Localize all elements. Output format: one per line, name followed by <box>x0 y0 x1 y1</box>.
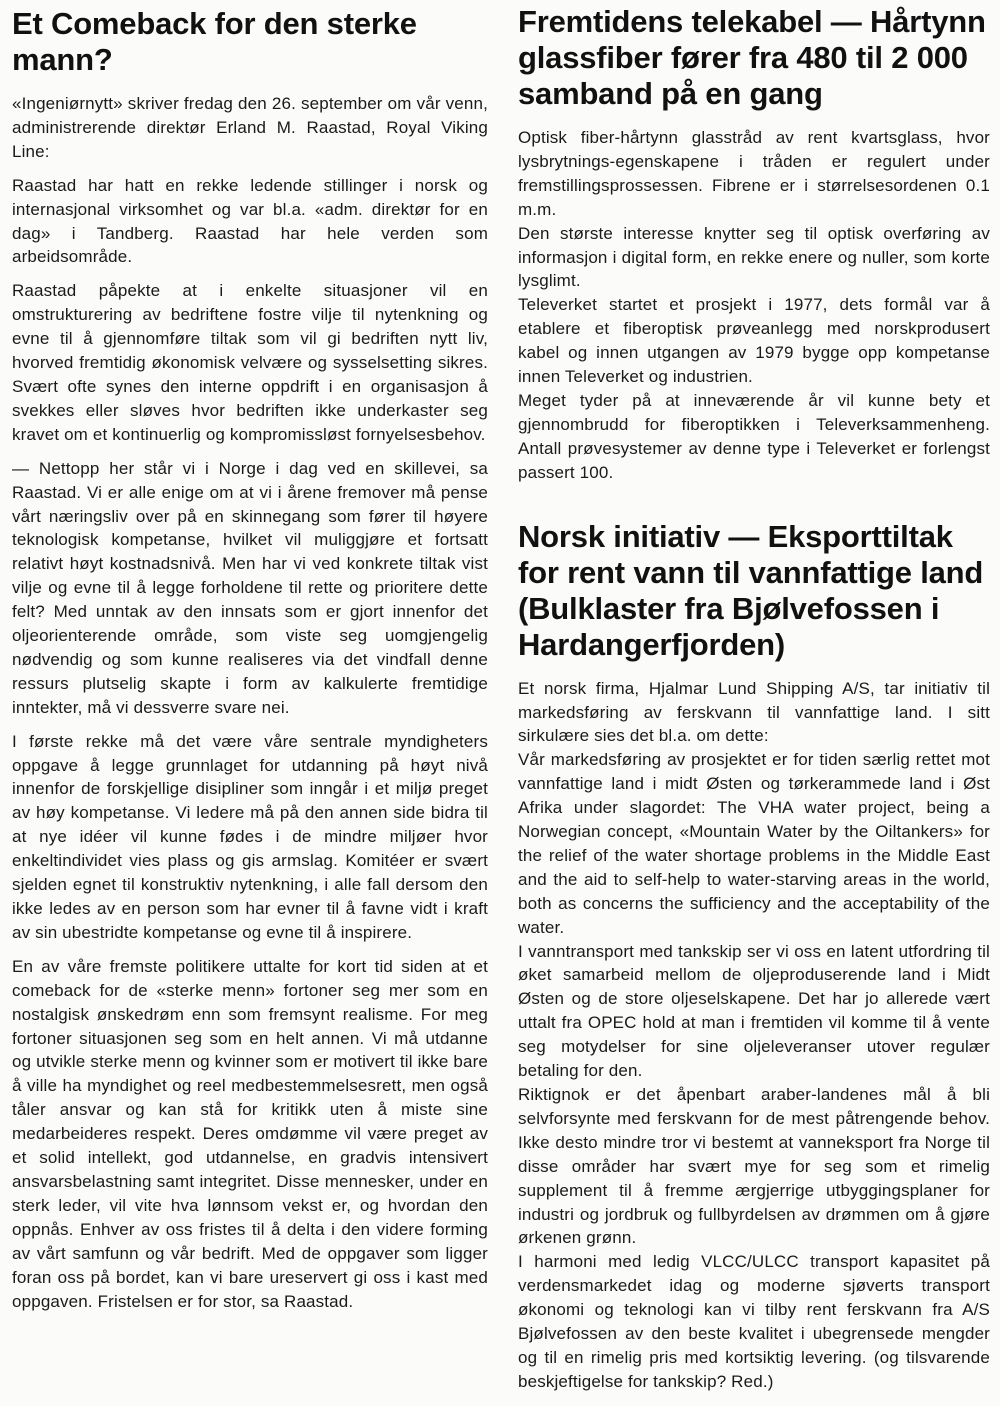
article-title-comeback: Et Comeback for den sterke mann? <box>12 6 417 77</box>
article-paragraph: I vanntransport med tankskip ser vi oss en latent utfordring til øket samarbeid mellom de oljeproduserende land i Midt Østen og de store oljeselskapene. Det har jo allerede vært uttalt fra OPEC hold at man i fremtiden vil komme til å vente seg motydelser for sine oljeleveranser utover regulær betaling for den. <box>518 941 990 1081</box>
article-paragraph: En av våre fremste politikere uttalte for kort tid siden at et comeback for de «sterke menn» fortoner seg mer som en nostalgisk ønskedrøm enn som fremsynt realisme. For meg fortoner situasjonen seg som en helt annen. Vi må utdanne og utvikle sterke menn og kvinner som er motivert til ikke bare å ville ha myndighet og reel medbestemmelsesrett, men også tåler ansvar og kan stå for kritikk uten å miste sine medarbeideres respekt. Deres omdømme vil være preget av et solid intellekt, god utdannelse, en gradvis intensivert ansvarsbelastning samt integritet. Disse mennesker, under en sterk leder, vil vite hva lønnsom vekst er, og hvordan den oppnås. Enhver av oss fristes til å delta i den videre forming av vårt samfunn og vår bedrift. Med de oppgaver som ligger foran oss på bordet, kan vi bare ureservert gi oss i kast med oppgaven. Fristelsen er for stor, sa Raastad. <box>12 956 488 1311</box>
article-title-telekabel: Fremtidens telekabel — Hårtynn glassfiber fører fra 480 til 2 000 samband på en gang <box>518 4 986 111</box>
article-paragraph: Optisk fiber-hårtynn glasstråd av rent kvartsglass, hvor lysbrytnings-egenskapene i tråden er regulert under fremstillingsprossessen. Fibrene er i størrelsesordenen 0.1 m.m. <box>518 128 990 219</box>
article-paragraph: — Nettopp her står vi i Norge i dag ved en skillevei, sa Raastad. Vi er alle enige om at vi i årene fremover må pense vårt næringsliv over på en skinnegang som fører til høyere teknologisk kompetanse, hvilket vil muliggjøre et fortsatt relativt høyt kostnadsnivå. Men har vi ved konkrete tiltak vist vilje og evne til å legge forholdene til rette og prioritere dette felt? Med unntak av den innsats som er gjort innenfor det oljeorienterende område, som viste seg uomgjengelig nødvendig og som kunne realiseres via det vindfall denne ressurs plutselig skapte i form av kalkulerte fremtidige inntekter, må vi dessverre svare nei. <box>12 458 488 717</box>
article-paragraph: I første rekke må det være våre sentrale myndigheters oppgave å legge grunnlaget for utdanning på høyt nivå innenfor de forskjellige disipliner som inngår i et miljø preget av høy kompetanse. Vi ledere må på den annen side bidra til at nye idéer vil kunne fødes i de mindre miljøer hvor enkeltindividet vies plass og gis armslag. Komitéer er svært sjelden egnet til konstruktiv nytenkning, i alle fall dersom den ikke ledes av en person som har evner til å favne vidt i kraft av sin ubestridte kompetanse og evne til å inspirere. <box>12 731 488 942</box>
article-paragraph: Den største interesse knytter seg til optisk overføring av informasjon i digital form, en rekke enere og nuller, som korte lysglimt. <box>518 223 990 291</box>
article-paragraph: Televerket startet et prosjekt i 1977, dets formål var å etablere et fiberoptisk prøveanlegg med norskprodusert kabel og innen utgangen av 1979 bygge opp kompetanse innen Televerket og industrien. <box>518 295 990 387</box>
article-paragraph: Raastad påpekte at i enkelte situasjoner vil en omstrukturering av bedriftene fostre vilje til nytenkning og evne til å gjennomføre tiltak som vil gi bedriften nytt liv, hvorved fremtidig økonomisk velvære og sysselsetting sikres. Svært ofte synes den interne oppdrift i en organisasjon å svekkes eller sløves hvor bedriften ikke underkaster seg kravet om et kontinuerlig og kompromissløst fornyelsesbehov. <box>12 281 488 444</box>
article-paragraph: Et norsk firma, Hjalmar Lund Shipping A/S, tar initiativ til markedsføring av ferskvann til vannfattige land. I sitt sirkulære sies det bl.a. om dette: <box>518 678 990 746</box>
article-title-norsk-initiativ: Norsk initiativ — Eksporttiltak for rent vann til vannfattige land (Bulklaster fra Bjølvefossen i Hardangerfjorden) <box>518 518 984 662</box>
article-paragraph: Meget tyder på at inneværende år vil kunne bety et gjennombrudd for fiberoptikken i Televerksammenheng. Antall prøvesystemer av denne type i Televerket er forlengst passert 100. <box>518 390 990 482</box>
article-intro: «Ingeniørnytt» skriver fredag den 26. september om vår venn, administrerende direktør Erland M. Raastad, Royal Viking Line: <box>12 94 488 161</box>
article-paragraph: Vår markedsføring av prosjektet er for tiden særlig rettet mot vannfattige land i midt Østen og tørkerammede land i Øst Afrika under slagordet: The VHA water project, being a Norwegian concept, «Mountain Water by the Oiltankers» for the relief of the water shortage problems in the Middle East and the aid to self-help to water-starving areas in the world, both as concerns the sufficiency and the acceptability of the water. <box>518 750 990 937</box>
article-paragraph: Raastad har hatt en rekke ledende stillinger i norsk og internasjonal virksomhet og var bl.a. «adm. direktør for en dag» i Tandberg. Raastad har hele verden som arbeidsområde. <box>12 175 488 267</box>
right-column <box>518 0 990 1394</box>
left-column <box>12 0 488 1313</box>
article-paragraph: Riktignok er det åpenbart araber-landenes mål å bli selvforsynte med ferskvann for de mest påtrengende behov. Ikke desto mindre tror vi bestemt at vanneksport fra Norge til disse områder har svært mye for seg som et rimelig supplement til å fremme ærgjerrige utbyggingsplaner for industri og jordbruk og fullbyrdelsen av drømmen om å gjøre ørkenen grønn. <box>518 1085 990 1248</box>
article-paragraph: I harmoni med ledig VLCC/ULCC transport kapasitet på verdensmarkedet idag og moderne sjøverts transport økonomi og teknologi kan vi tilby rent ferskvann fra A/S Bjølvefossen av den beste kvalitet i ubegrensede mengder og til en rimelig pris med kortsiktig levering. (og tilsvarende beskjeftigelse for tankskip? Red.) <box>518 1252 990 1391</box>
